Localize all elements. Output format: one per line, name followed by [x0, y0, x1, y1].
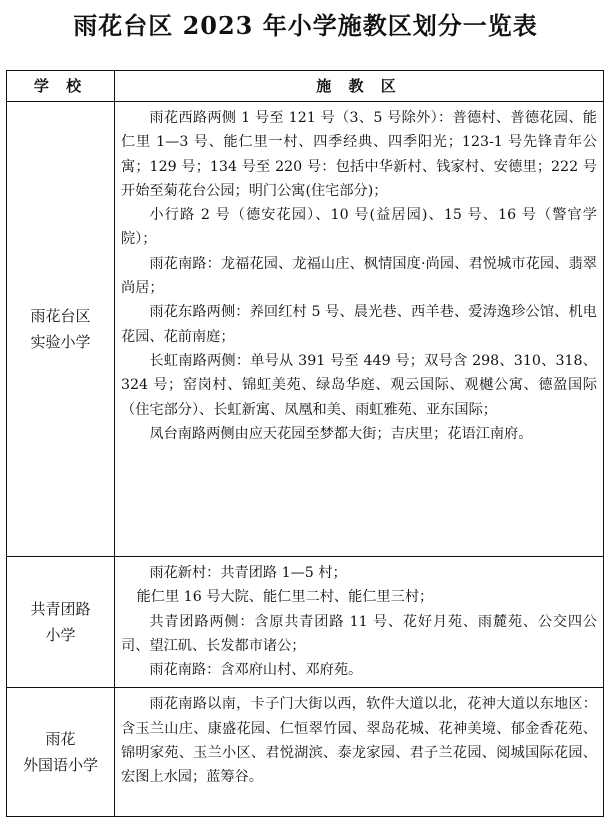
school-name-line: 共青团路 — [30, 600, 91, 619]
area-paragraph: 共青团路两侧：含原共青团路 11 号、花好月苑、雨麓苑、公交四公司、望江矶、长发都市诸公； — [121, 613, 597, 654]
area-paragraph: 长虹南路两侧：单号从 391 号至 449 号；双号含 298、310、318、324 号；窑岗村、锦虹美苑、绿岛华庭、观云国际、观樾公寓、德盈国际（住宅部分）、长虹新寓、凤凰和美、雨虹雅苑、亚东国际； — [121, 352, 597, 418]
school-name-line: 雨花台区 — [30, 307, 91, 325]
table-row — [7, 688, 604, 817]
header-area: 施 教 区 — [115, 71, 604, 102]
table-header-row — [7, 71, 604, 102]
district-area-cell — [115, 688, 604, 817]
school-name-line: 实验小学 — [30, 333, 91, 351]
area-paragraph: 凤台南路两侧由应天花园至梦都大街；吉庆里；花语江南府。 — [149, 425, 533, 442]
school-name-cell — [7, 688, 115, 817]
area-paragraph: 雨花南路：龙福花园、龙福山庄、枫情国度·尚园、君悦城市花园、翡翠尚居； — [121, 255, 597, 297]
school-name-cell — [7, 102, 115, 557]
table-row — [7, 557, 604, 688]
school-name-cell — [7, 557, 115, 688]
area-paragraph: 雨花东路两侧：养回红村 5 号、晨光巷、西羊巷、爱涛逸珍公馆、机电花园、花前南庭； — [121, 304, 597, 345]
area-paragraph: 雨花南路：含邓府山村、邓府苑。 — [149, 662, 363, 679]
district-area-cell — [115, 102, 604, 557]
district-area-cell — [115, 557, 604, 688]
area-paragraph: 雨花新村：共青团路 1—5 村； — [149, 565, 347, 581]
table-row — [7, 102, 604, 557]
page-title: 雨花台区 2023 年小学施教区划分一览表 — [73, 11, 538, 40]
area-paragraph: 雨花西路两侧 1 号至 121 号（3、5 号除外）：普德村、普德花园、能仁里 1—3 号、能仁里一村、四季经典、四季阳光；123-1 号先锋青年公寓；129 号；134 号至 220 号：包括中华新村、钱家村、安德里；222 号开始至菊花台公园；明门公寓(住宅部分)； — [121, 110, 597, 199]
area-paragraph: 能仁里 16 号大院、能仁里二村、能仁里三村； — [136, 589, 434, 606]
area-paragraph: 小行路 2 号（德安花园）、10 号(益居园)、15 号、16 号（警官学院）； — [121, 207, 597, 248]
school-name-line: 外国语小学 — [22, 756, 98, 775]
school-district-table — [6, 70, 604, 817]
school-name-line: 小学 — [45, 626, 76, 645]
header-school: 学 校 — [7, 71, 115, 102]
area-paragraph: 雨花南路以南，卡子门大街以西，软件大道以北，花神大道以东地区：含玉兰山庄、康盛花园、仁恒翠竹园、翠岛花城、花神美境、郁金香花苑、锦明家苑、玉兰小区、君悦湖滨、泰龙家园、君子兰花园、阅城国际花园、宏图上水园；蓝筹谷。 — [121, 696, 597, 786]
school-name-line: 雨花 — [45, 730, 76, 749]
